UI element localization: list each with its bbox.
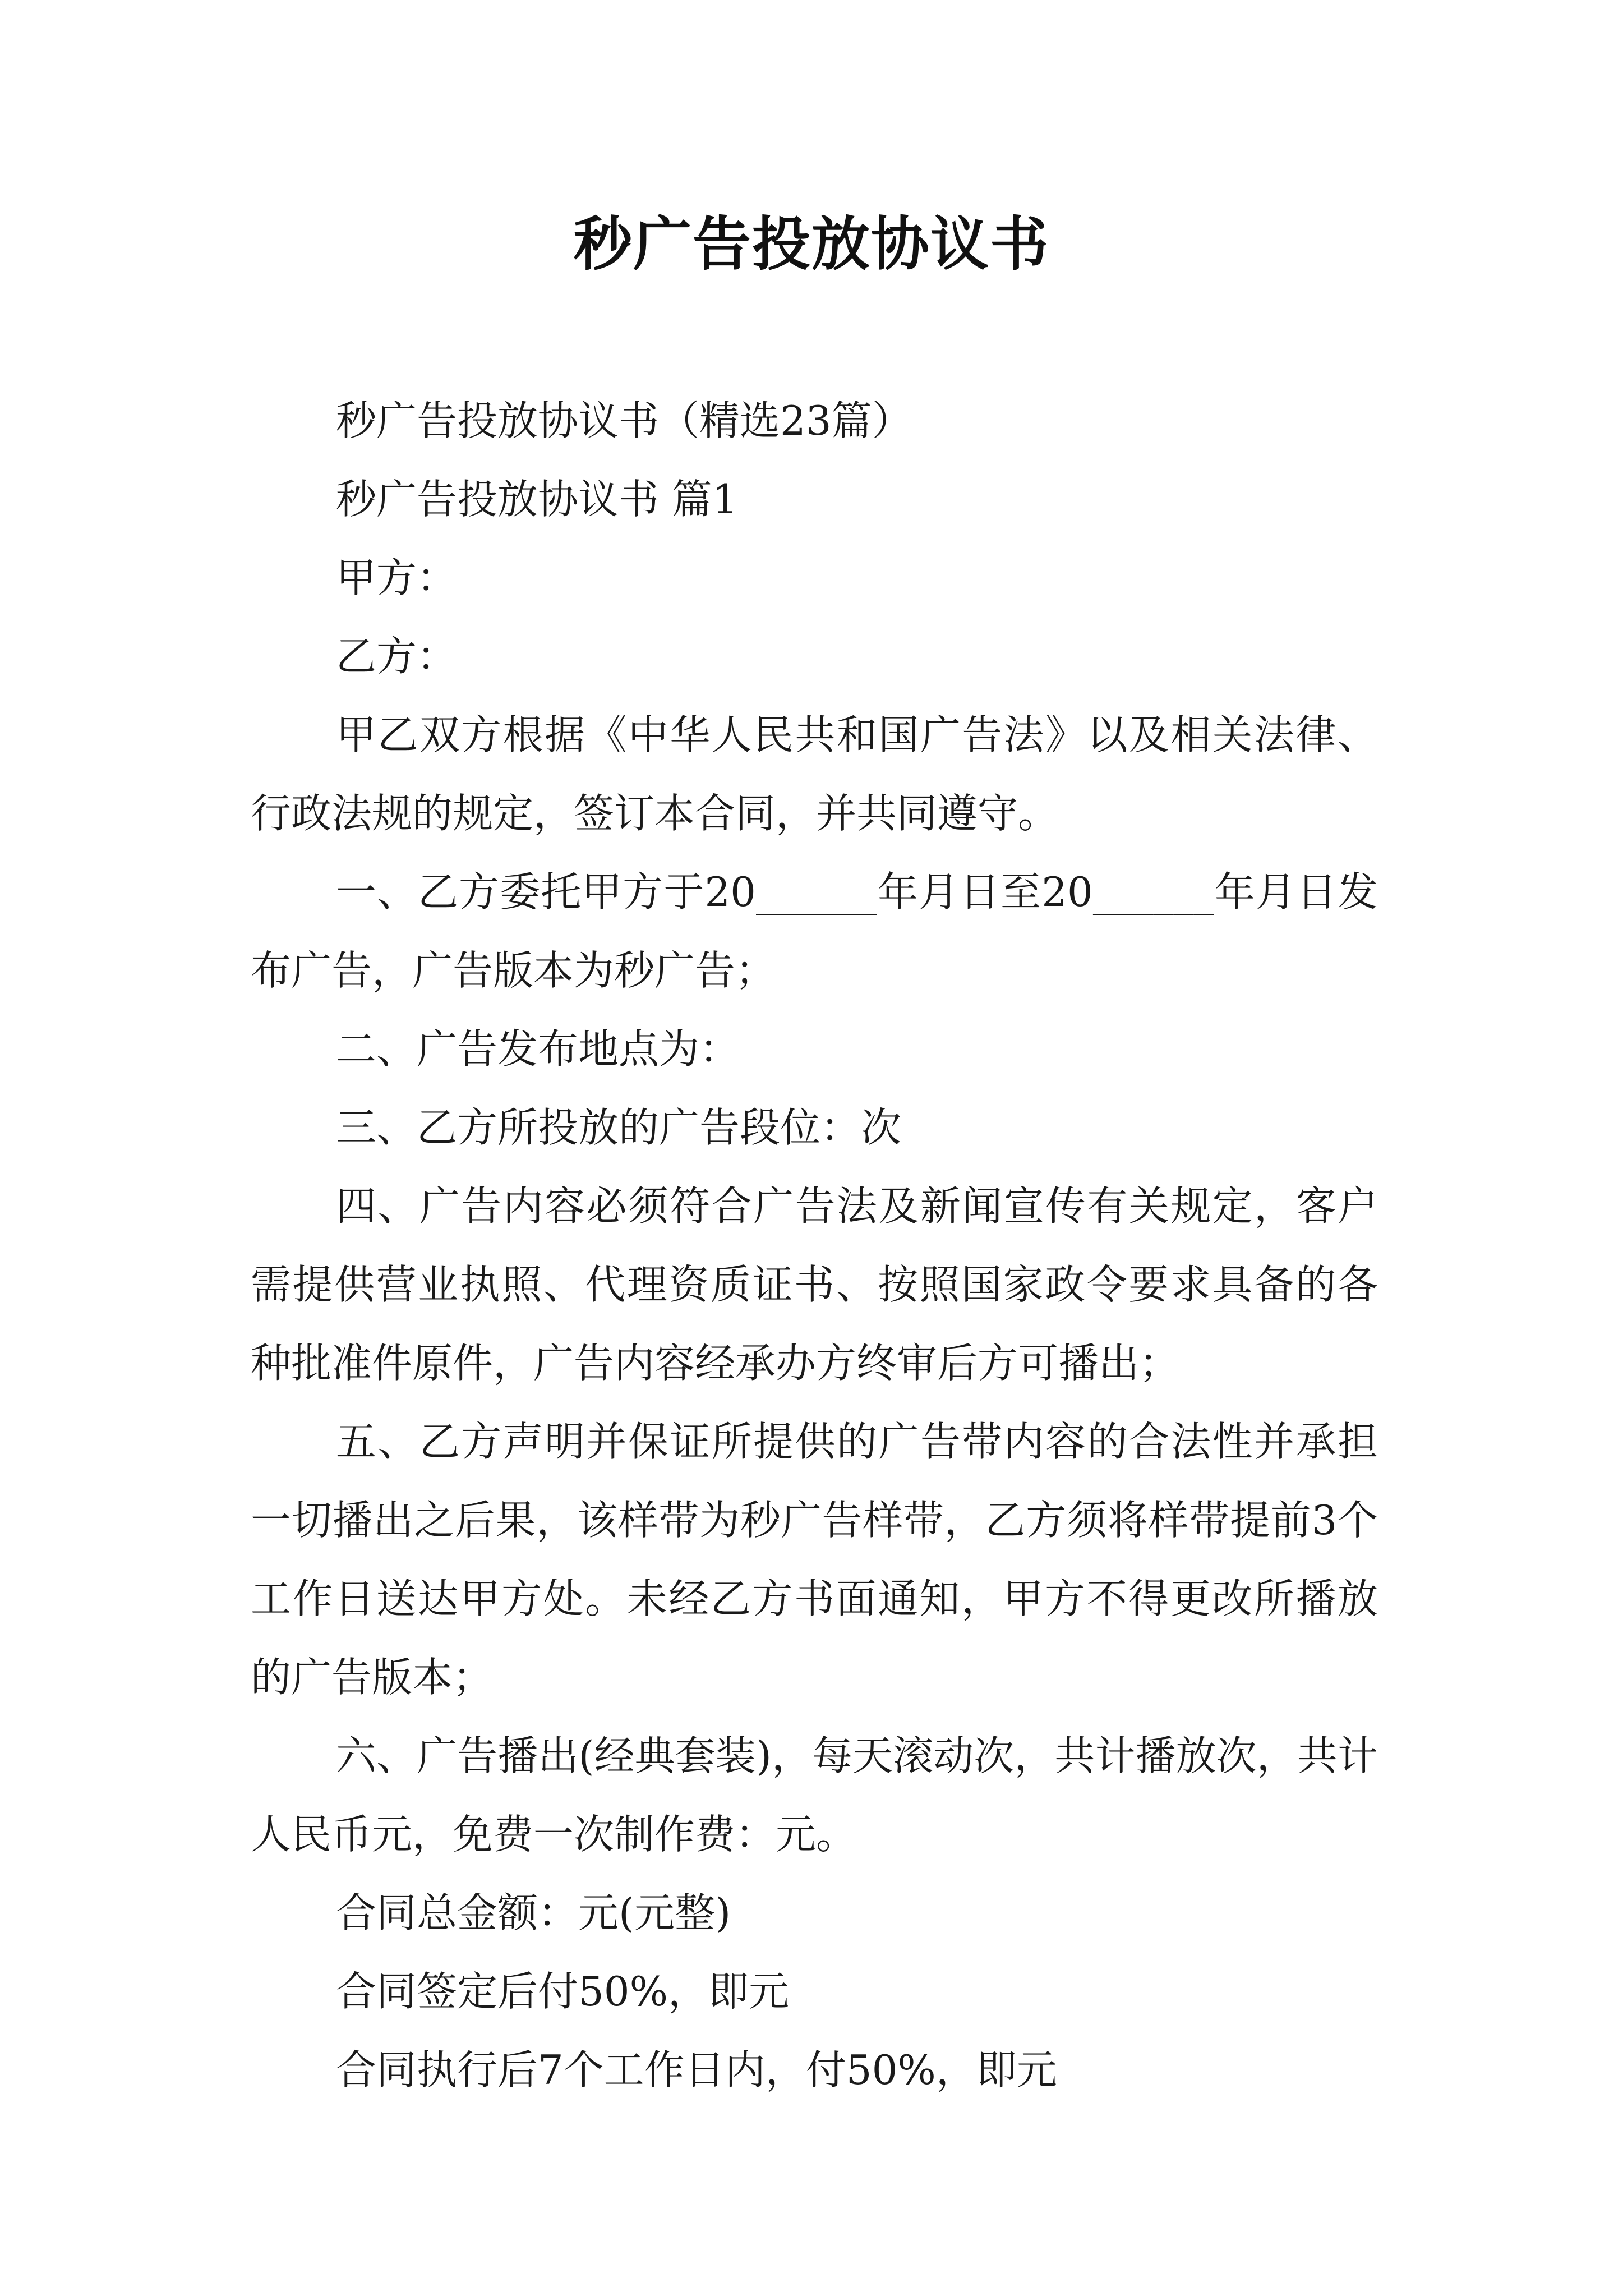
paragraph-clause-1: 一、乙方委托甲方于20______年月日至20______年月日发布广告，广告版本为秒广告； [251, 868, 1378, 994]
paragraph-clause-5: 五、乙方声明并保证所提供的广告带内容的合法性并承担一切播出之后果，该样带为秒广告样带，乙方须将样带提前3个工作日送达甲方处。未经乙方书面通知，甲方不得更改所播放的广告版本； [251, 1418, 1378, 1701]
paragraph-party-a: 甲方： [336, 554, 458, 601]
paragraph-clause-2: 二、广告发布地点为： [336, 1025, 740, 1073]
paragraph-party-b: 乙方： [336, 633, 458, 680]
paragraph-total-amount: 合同总金额：元(元整) [336, 1889, 731, 1936]
paragraph-clause-3: 三、乙方所投放的广告段位：次 [336, 1104, 902, 1151]
paragraph-payment-2: 合同执行后7个工作日内，付50%，即元 [336, 2046, 1057, 2093]
paragraph-section-heading: 秒广告投放协议书 篇1 [336, 476, 738, 523]
paragraph-subtitle: 秒广告投放协议书（精选23篇） [336, 397, 912, 444]
document-title: 秒广告投放协议书 [573, 209, 1049, 278]
paragraph-clause-4: 四、广告内容必须符合广告法及新闻宣传有关规定，客户需提供营业执照、代理资质证书、按照国家政令要求具备的各种批准件原件，广告内容经承办方终审后方可播出； [251, 1182, 1378, 1387]
paragraph-clause-6: 六、广告播出(经典套装)，每天滚动次，共计播放次，共计人民币元，免费一次制作费：元。 [251, 1732, 1378, 1858]
paragraph-preamble: 甲乙双方根据《中华人民共和国广告法》以及相关法律、行政法规的规定，签订本合同，并共同遵守。 [251, 711, 1378, 837]
document-body [251, 381, 1378, 2109]
paragraph-payment-1: 合同签定后付50%，即元 [336, 1968, 790, 2015]
